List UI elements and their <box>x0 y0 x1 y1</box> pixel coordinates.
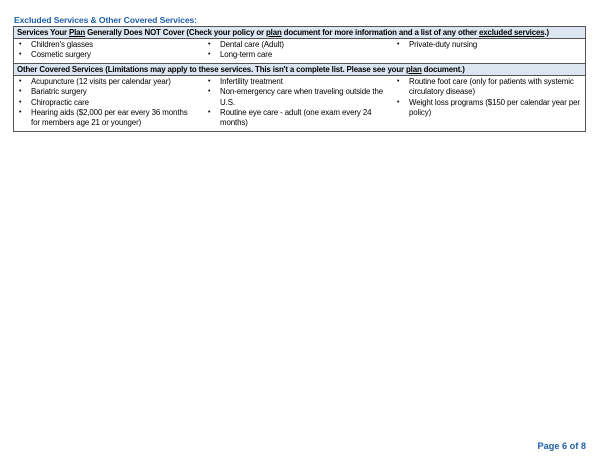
list-item-text: Routine eye care - adult (one exam every 24 months) <box>220 108 372 128</box>
excluded-list-col-1 <box>18 40 207 61</box>
bullet-icon: • <box>208 109 211 117</box>
list-item-text: Routine foot care (only for patients with systemic circulatory disease) <box>409 76 574 97</box>
bullet-icon: • <box>208 41 211 48</box>
list-item-text: Private-duty nursing <box>409 40 478 49</box>
bullet-icon: • <box>19 77 22 85</box>
excluded-services-body <box>14 39 586 64</box>
list-item <box>18 98 207 108</box>
list-item <box>207 77 396 87</box>
bullet-icon: • <box>19 109 22 117</box>
list-item <box>18 87 207 97</box>
bullet-icon: • <box>19 98 22 106</box>
list-item <box>396 40 585 50</box>
excluded-header-text-1: Services Your <box>17 28 69 37</box>
list-item <box>396 77 585 98</box>
list-item-text: Long-term care <box>220 50 273 60</box>
other-list-col-1 <box>18 77 207 129</box>
list-item-text: Acupuncture (12 visits per calendar year) <box>31 76 171 86</box>
other-header-text-2: document.) <box>421 64 465 74</box>
list-item-text: Children's glasses <box>31 40 93 49</box>
bullet-icon: • <box>208 88 211 96</box>
list-item-text: Infertility treatment <box>220 76 283 86</box>
list-item-text: Chiropractic care <box>31 97 89 107</box>
list-item <box>207 40 396 50</box>
list-item <box>207 87 396 108</box>
section-title: Excluded Services & Other Covered Services: <box>14 15 197 25</box>
excluded-header-text-3: document for more information and a list of any other <box>281 28 479 37</box>
excluded-header-text-4: .) <box>544 28 549 37</box>
bullet-icon: • <box>208 77 211 85</box>
excluded-header-text-2: Generally Does NOT Cover (Check your policy or <box>85 28 266 37</box>
bullet-icon: • <box>19 51 22 59</box>
other-header-text-1: Other Covered Services (Limitations may apply to these services. This isn't a complete list. Please see your <box>17 64 406 74</box>
list-item <box>18 77 207 87</box>
list-item <box>396 98 585 119</box>
other-covered-services-body <box>14 75 586 131</box>
list-item-text: Bariatric surgery <box>31 87 87 97</box>
list-item-text: Dental care (Adult) <box>220 40 284 49</box>
list-item <box>207 108 396 129</box>
list-item-text: Cosmetic surgery <box>31 50 91 60</box>
bullet-icon: • <box>397 41 400 48</box>
other-list-col-3 <box>396 77 585 119</box>
plan-link[interactable]: plan <box>406 64 422 74</box>
plan-link[interactable]: Plan <box>69 28 86 37</box>
other-list-col-2 <box>207 77 396 129</box>
excluded-list-col-2 <box>207 40 396 61</box>
excluded-services-link[interactable]: excluded services <box>479 28 545 37</box>
coverage-table <box>13 26 586 132</box>
excluded-services-header <box>14 27 586 39</box>
other-covered-services-header <box>14 63 586 75</box>
excluded-list-col-3 <box>396 40 585 50</box>
bullet-icon: • <box>397 98 400 106</box>
bullet-icon: • <box>19 88 22 96</box>
list-item <box>207 50 396 60</box>
list-item <box>18 50 207 60</box>
list-item-text: Weight loss programs ($150 per calendar year per policy) <box>409 97 580 118</box>
bullet-icon: • <box>208 51 211 59</box>
bullet-icon: • <box>397 77 400 85</box>
bullet-icon: • <box>19 41 22 48</box>
list-item <box>18 40 207 50</box>
list-item-text: Non-emergency care when traveling outside the U.S. <box>220 87 384 107</box>
plan-link[interactable]: plan <box>266 28 282 37</box>
list-item-text: Hearing aids ($2,000 per ear every 36 months for members age 21 or younger) <box>31 108 188 128</box>
list-item <box>18 108 207 129</box>
page-number: Page 6 of 8 <box>537 441 586 451</box>
